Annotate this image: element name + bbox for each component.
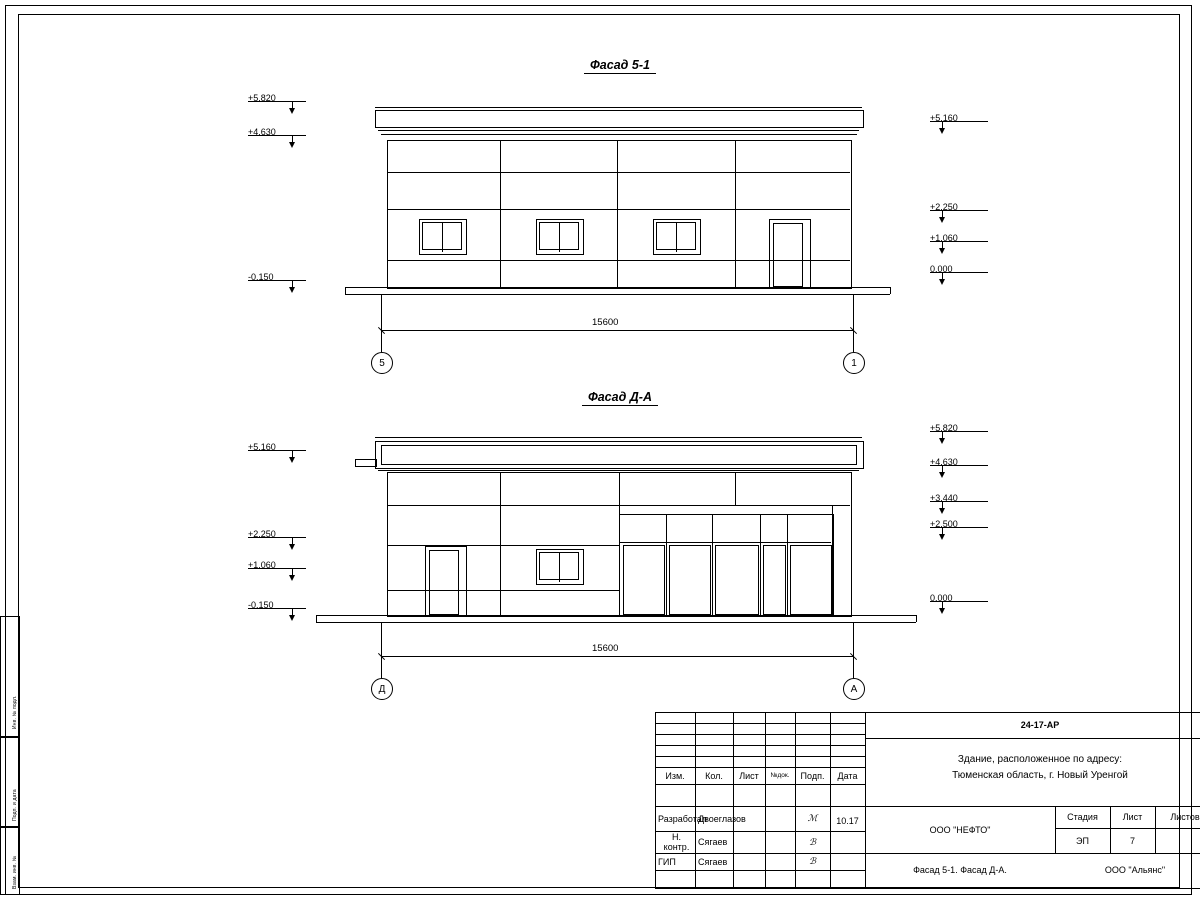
roof-under-line <box>378 130 859 131</box>
parapet-inner <box>381 445 857 465</box>
grid-line <box>865 738 1200 739</box>
level-mark-label: +5.820 <box>930 423 958 433</box>
grid-line <box>655 723 865 724</box>
name-cell: Сягаев <box>698 856 728 867</box>
level-mark <box>930 418 958 436</box>
level-mark <box>248 267 274 285</box>
level-mark <box>930 228 958 246</box>
date-cell: 10.17 <box>836 815 859 826</box>
signature-cell: ℬ <box>808 836 817 847</box>
glazing-mullion <box>666 515 667 616</box>
level-mark <box>930 514 958 532</box>
dimension-value: 15600 <box>592 317 619 328</box>
signature-cell: ℬ <box>808 856 817 866</box>
level-mark-label: +1.060 <box>248 560 276 570</box>
panel-joint <box>387 590 619 591</box>
blind-area-end <box>890 287 891 294</box>
glazing-pane <box>623 545 665 615</box>
level-mark-label: +3.440 <box>930 493 958 503</box>
level-mark-label: +4.630 <box>930 457 958 467</box>
column-header: Дата <box>837 770 858 781</box>
level-mark-label: +5.820 <box>248 93 276 103</box>
cornice-line <box>381 134 857 135</box>
object-line-2: Тюменская область, г. Новый Уренгой <box>952 769 1128 781</box>
panel-joint <box>387 209 850 210</box>
sheet-value: 7 <box>1129 835 1135 846</box>
glazing-mullion <box>787 515 788 616</box>
axis-marker-left <box>371 352 393 374</box>
grid-line <box>655 784 865 785</box>
panel-joint-vertical <box>500 140 501 287</box>
glazing-pane <box>715 545 759 615</box>
axis-marker-label: А <box>850 683 858 695</box>
column-header: Лист <box>739 770 759 781</box>
axis-extension-line <box>381 330 382 352</box>
facade-d-a-title: Фасад Д-А <box>520 390 720 406</box>
object-line-1: Здание, расположенное по адресу: <box>957 753 1123 765</box>
level-mark <box>248 595 274 613</box>
level-mark <box>930 197 958 215</box>
panel-joint <box>387 172 850 173</box>
roof-top-line <box>375 437 862 438</box>
axis-extension-line <box>853 294 854 330</box>
axis-extension-line <box>381 294 382 330</box>
level-mark <box>248 524 276 542</box>
grid-line <box>655 745 865 746</box>
role-cell: ГИП <box>658 856 676 867</box>
name-cell: Сягаев <box>698 837 728 847</box>
sheet-label: Лист <box>1122 812 1143 822</box>
blind-area-end <box>916 615 917 622</box>
grid-line <box>765 712 766 887</box>
door-leaf <box>773 223 803 287</box>
side-stamp-inv <box>0 616 20 738</box>
window-mullion <box>559 222 560 252</box>
level-mark-label: +2.500 <box>930 519 958 529</box>
axis-marker-label: 5 <box>379 357 385 369</box>
roof-top-line <box>375 107 862 108</box>
grid-line <box>733 712 734 887</box>
facade-5-1-title: Фасад 5-1 <box>520 58 720 74</box>
glazing-transom <box>620 542 831 543</box>
title-block <box>655 712 1200 887</box>
level-mark-label: -0.150 <box>248 600 274 610</box>
column-header: №док. <box>770 772 790 779</box>
level-mark <box>930 452 958 470</box>
designer-org: ООО "Альянс" <box>1104 865 1166 875</box>
glazing-pane <box>790 545 832 615</box>
level-mark <box>930 488 958 506</box>
level-mark-label: 0.000 <box>930 264 953 274</box>
axis-extension-line <box>381 656 382 678</box>
blind-area-end <box>345 287 346 294</box>
level-mark <box>248 88 276 106</box>
window-mullion <box>442 222 443 252</box>
stage-value: ЭП <box>1076 835 1089 846</box>
ground-line <box>316 615 916 616</box>
axis-extension-line <box>853 656 854 678</box>
axis-marker-label: 1 <box>851 357 857 369</box>
side-stamp-text: Взам. инв. № <box>12 855 18 889</box>
level-mark-label: +4.630 <box>248 127 276 137</box>
grid-line <box>830 712 831 887</box>
window <box>536 549 584 585</box>
level-mark <box>930 108 958 126</box>
panel-joint-vertical <box>617 140 618 287</box>
side-stamp-vzam <box>0 826 20 895</box>
blind-area-line <box>345 294 890 295</box>
level-mark-label: -0.150 <box>248 272 274 282</box>
axis-marker-right <box>843 352 865 374</box>
level-mark <box>248 555 276 573</box>
level-mark <box>930 259 953 277</box>
axis-extension-line <box>853 330 854 352</box>
stage-label: Стадия <box>1067 812 1098 822</box>
window <box>536 219 584 255</box>
window <box>419 219 467 255</box>
dimension-line <box>381 330 853 331</box>
sheets-value <box>1155 828 1200 853</box>
side-stamp-podp <box>0 736 20 828</box>
window <box>653 219 701 255</box>
level-mark-label: +2.250 <box>930 202 958 212</box>
column-header: Кол. <box>705 770 723 781</box>
dimension-line <box>381 656 853 657</box>
grid-line <box>655 756 865 757</box>
panel-joint-vertical <box>735 140 736 287</box>
dimension-value: 15600 <box>592 643 619 654</box>
grid-line <box>655 734 865 735</box>
sheets-label: Листов <box>1170 812 1200 822</box>
role-cell: Н. контр. <box>663 832 690 852</box>
grid-line <box>655 870 865 871</box>
axis-extension-line <box>381 622 382 656</box>
level-mark-label: +2.250 <box>248 529 276 539</box>
column-header: Изм. <box>665 770 685 781</box>
level-mark-label: +5.160 <box>930 113 958 123</box>
door <box>425 546 467 617</box>
level-mark <box>930 588 953 606</box>
axis-marker-right <box>843 678 865 700</box>
wall-bracket <box>355 459 377 467</box>
axis-marker-label: Д <box>378 683 386 695</box>
level-mark-label: 0.000 <box>930 593 953 603</box>
storefront-glazing <box>619 514 834 617</box>
glazing-pane <box>669 545 711 615</box>
door <box>769 219 811 289</box>
axis-marker-left <box>371 678 393 700</box>
level-mark-label: +1.060 <box>930 233 958 243</box>
glazing-mullion <box>712 515 713 616</box>
parapet-band <box>375 110 864 128</box>
role-cell: Разработал <box>658 813 707 824</box>
customer-name: ООО "НЕФТО" <box>929 824 991 835</box>
blind-area-line <box>316 622 916 623</box>
sheet-title: Фасад 5-1. Фасад Д-А. <box>913 865 1007 875</box>
blind-area-end <box>316 615 317 622</box>
glazing-pane <box>763 545 786 615</box>
panel-joint <box>387 545 619 546</box>
panel-joint-vertical <box>735 472 736 505</box>
level-mark <box>248 122 276 140</box>
column-header: Подп. <box>800 770 825 781</box>
panel-joint-vertical <box>500 472 501 615</box>
level-mark-label: +5.160 <box>248 442 276 452</box>
side-stamp-text: Инв. № подл. <box>12 695 18 729</box>
name-cell: Двоеглазов <box>698 813 746 824</box>
glazing-mullion <box>760 515 761 616</box>
signature-cell: ℳ <box>807 813 818 823</box>
axis-extension-line <box>853 622 854 656</box>
side-stamp-text: Подп. и дата <box>12 789 18 821</box>
level-mark <box>248 437 276 455</box>
window-mullion <box>559 552 560 582</box>
cornice-line <box>378 470 859 471</box>
ground-line <box>345 287 890 288</box>
window-mullion <box>676 222 677 252</box>
door-leaf <box>429 550 459 615</box>
drawing-number: 24-17-АР <box>1020 720 1060 730</box>
